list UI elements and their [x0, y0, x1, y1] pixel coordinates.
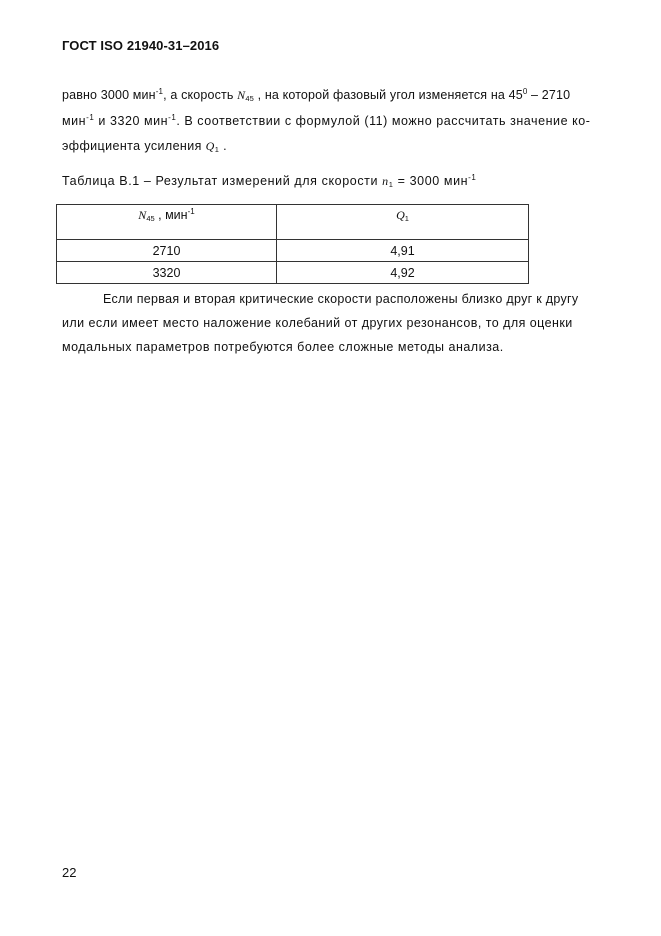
document-header: ГОСТ ISO 21940-31–2016	[62, 38, 220, 53]
superscript: -1	[468, 173, 477, 182]
variable-symbol: N	[237, 88, 246, 102]
column-header-gain	[277, 205, 529, 240]
paragraph-line: или если имеет место наложение колебаний от других резонансов, то для оценки	[62, 316, 573, 330]
paragraph-line	[62, 88, 570, 103]
text: эффициента усиления	[62, 139, 206, 153]
text: .	[219, 139, 228, 153]
superscript: -1	[168, 113, 177, 122]
results-table	[56, 204, 529, 284]
variable-symbol: N	[138, 208, 147, 222]
text: и 3320 мин	[94, 114, 169, 128]
column-header-speed	[57, 205, 277, 240]
table-cell-speed: 2710	[57, 240, 277, 262]
subscript: 1	[214, 145, 220, 154]
superscript: -1	[155, 87, 164, 96]
superscript: -1	[187, 207, 195, 216]
paragraph-line	[62, 139, 227, 154]
table-cell-speed: 3320	[57, 262, 277, 284]
superscript: 0	[522, 87, 528, 96]
superscript: -1	[86, 113, 95, 122]
text: , мин	[154, 208, 188, 222]
subscript: 1	[388, 180, 394, 189]
table-caption	[62, 174, 476, 189]
text: – 2710	[527, 88, 571, 102]
text: , а скорость	[163, 88, 238, 102]
paragraph-line: модальных параметров потребуются более сложные методы анализа.	[62, 340, 504, 354]
paragraph-line: Если первая и вторая критические скорости расположены близко друг к другу	[103, 292, 579, 306]
variable-symbol: Q	[396, 208, 405, 222]
variable-symbol: n	[382, 174, 389, 188]
text: мин	[62, 114, 87, 128]
text: , на которой фазовый угол изменяется на 45	[253, 88, 523, 102]
page-number: 22	[62, 865, 77, 880]
table-cell-gain: 4,91	[277, 240, 529, 262]
subscript: 1	[404, 214, 409, 223]
table-header-row	[57, 205, 529, 240]
subscript: 45	[146, 214, 155, 223]
table-cell-gain: 4,92	[277, 262, 529, 284]
variable-symbol: Q	[205, 139, 215, 153]
text: Таблица В.1 – Результат измерений для скорости	[62, 174, 383, 188]
table-row	[57, 240, 529, 262]
text: равно 3000 мин	[62, 88, 156, 102]
text: = 3000 мин	[393, 174, 469, 188]
paragraph-line	[62, 114, 590, 128]
table-row	[57, 262, 529, 284]
text: . В соответствии с формулой (11) можно рассчитать значение ко-	[176, 114, 591, 128]
subscript: 45	[245, 94, 254, 103]
